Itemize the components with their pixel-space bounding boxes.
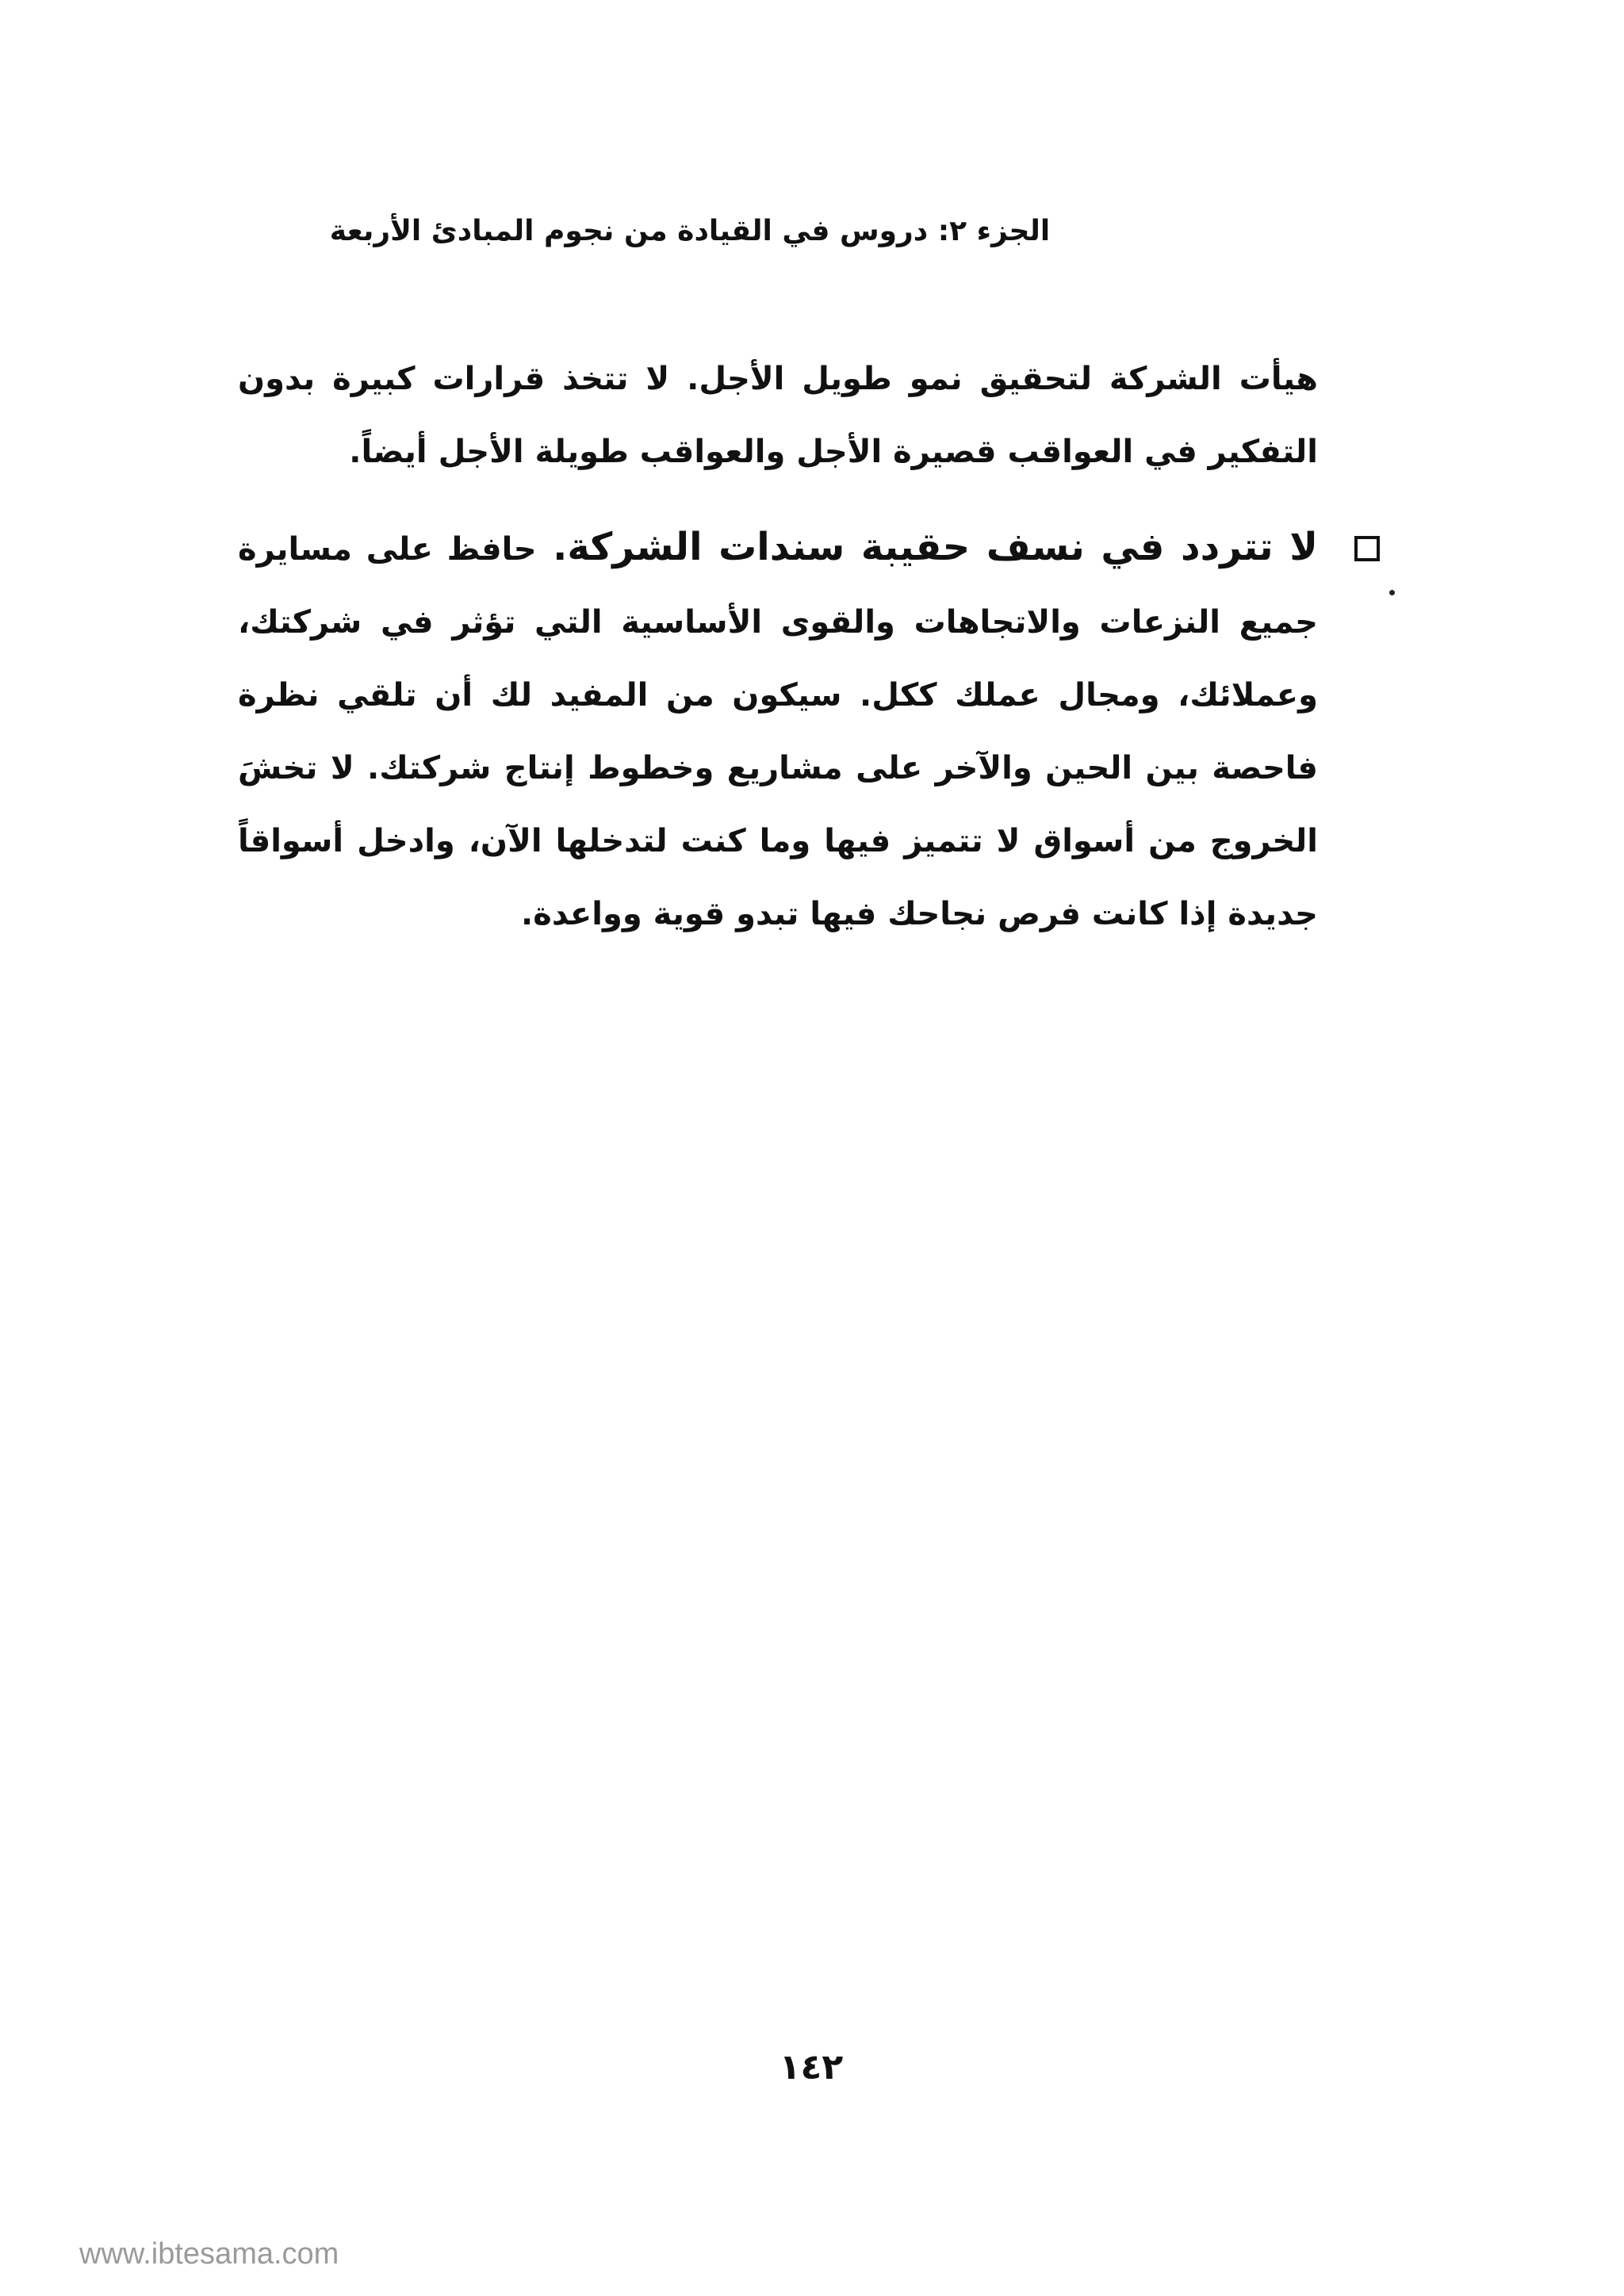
- stray-dot-mark: [1389, 590, 1395, 595]
- bullet-body-text: حافظ على مسايرة جميع النزعات والاتجاهات والقوى الأساسية التي تؤثر في شركتك، وعملائك، ومجال عملك ككل. سيكون من المفيد لك أن تلقي نظرة فاحصة بين الحين والآخر على مشاريع وخطوط إنتاج شركتك. لا تخشَ الخروج من أسواق لا تتميز فيها وما كنت لتدخلها الآن، وادخل أسواقاً جديدة إذا كانت فرص نجاحك فيها تبدو قوية وواعدة.: [238, 531, 1318, 932]
- checkbox-square-icon: [1354, 536, 1380, 561]
- running-header: الجزء ٢: دروس في القيادة من نجوم المبادئ الأربعة: [329, 215, 1051, 247]
- bullet-paragraph: [238, 511, 1318, 951]
- watermark-url: www.ibtesama.com: [79, 2237, 339, 2271]
- page-number: ١٤٢: [779, 2047, 844, 2087]
- bullet-item: [238, 511, 1380, 932]
- bullet-lead-text: لا تتردد في نسف حقيبة سندات الشركة.: [536, 525, 1318, 569]
- body-paragraph: هيأت الشركة لتحقيق نمو طويل الأجل. لا تتخذ قرارات كبيرة بدون التفكير في العواقب قصيرة الأجل والعواقب طويلة الأجل أيضاً.: [238, 361, 1318, 470]
